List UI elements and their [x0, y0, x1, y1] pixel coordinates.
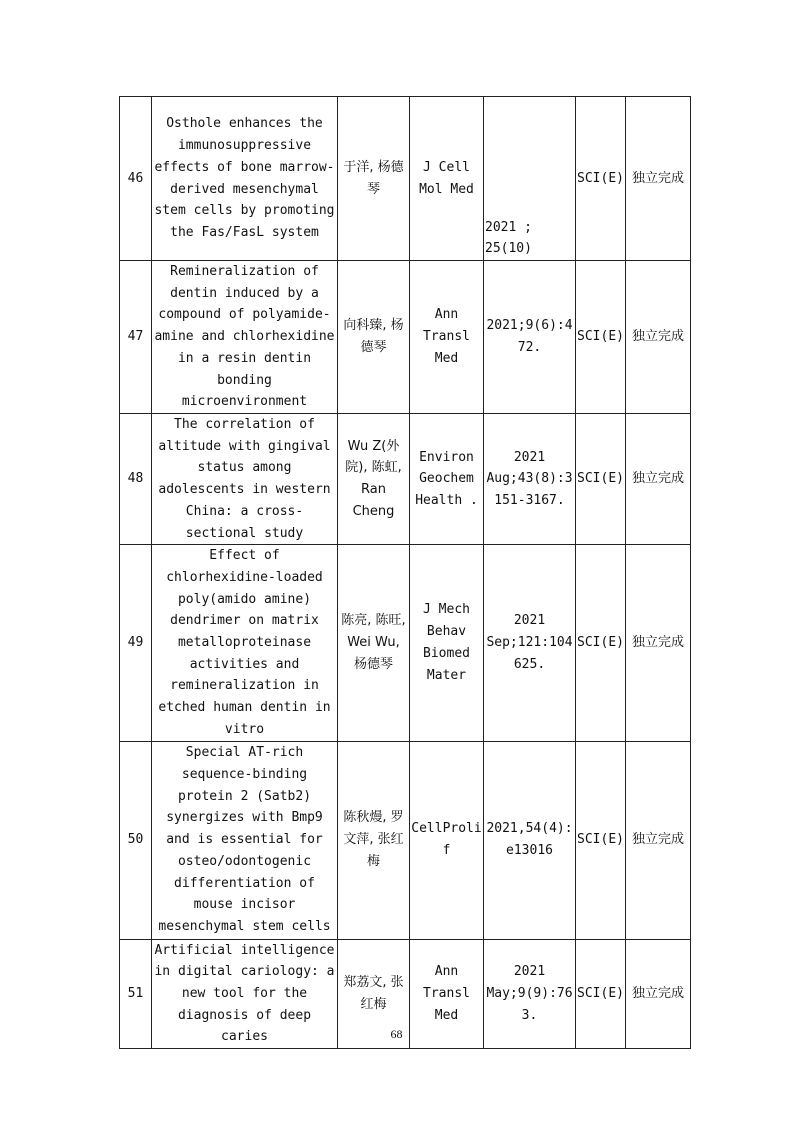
- completion-status: 独立完成: [626, 261, 691, 414]
- table-row: [120, 261, 691, 414]
- journal: Environ Geochem Health .: [410, 414, 484, 545]
- index-type: SCI(E): [576, 545, 626, 741]
- completion-status: 独立完成: [626, 545, 691, 741]
- table-row: [120, 741, 691, 939]
- row-number: 47: [120, 261, 152, 414]
- table-row: [120, 97, 691, 261]
- authors: 陈秋熳, 罗文萍, 张红梅: [338, 741, 410, 939]
- citation: 2021 Aug;43(8):3151-3167.: [484, 414, 576, 545]
- completion-status: 独立完成: [626, 939, 691, 1049]
- index-type: SCI(E): [576, 97, 626, 261]
- citation: 2021;9(6):472.: [484, 261, 576, 414]
- paper-title: The correlation of altitude with gingival status among adolescents in western China: a cross-sectional study: [152, 414, 338, 545]
- row-number: 48: [120, 414, 152, 545]
- row-number: 50: [120, 741, 152, 939]
- completion-status: 独立完成: [626, 741, 691, 939]
- authors: 向科臻, 杨德琴: [338, 261, 410, 414]
- paper-title: Special AT-rich sequence-binding protein 2 (Satb2) synergizes with Bmp9 and is essential for osteo/odontogenic differentiation of mouse incisor mesenchymal stem cells: [152, 741, 338, 939]
- index-type: SCI(E): [576, 939, 626, 1049]
- authors: 郑荔文, 张红梅: [338, 939, 410, 1049]
- journal: Ann Transl Med: [410, 939, 484, 1049]
- citation: 2021 May;9(9):763.: [484, 939, 576, 1049]
- table-row: [120, 545, 691, 741]
- completion-status: 独立完成: [626, 414, 691, 545]
- journal: J Cell Mol Med: [410, 97, 484, 261]
- journal: Ann Transl Med: [410, 261, 484, 414]
- page-number: 68: [390, 1027, 403, 1041]
- paper-title: Effect of chlorhexidine-loaded poly(amido amine) dendrimer on matrix metalloproteinase activities and remineralization in etched human dentin in vitro: [152, 545, 338, 741]
- journal: CellProlif: [410, 741, 484, 939]
- index-type: SCI(E): [576, 741, 626, 939]
- row-number: 51: [120, 939, 152, 1049]
- row-number: 46: [120, 97, 152, 261]
- paper-title: Osthole enhances the immunosuppressive effects of bone marrow-derived mesenchymal stem cells by promoting the Fas/FasL system: [152, 97, 338, 261]
- citation: 2021 ; 25(10): [484, 97, 576, 261]
- authors: 于洋, 杨德琴: [338, 97, 410, 261]
- paper-title: Artificial intelligence in digital cariology: a new tool for the diagnosis of deep caries: [152, 939, 338, 1049]
- publication-table: [119, 96, 691, 1049]
- completion-status: 独立完成: [626, 97, 691, 261]
- index-type: SCI(E): [576, 261, 626, 414]
- table-row: [120, 414, 691, 545]
- paper-title: Remineralization of dentin induced by a compound of polyamide-amine and chlorhexidine in a resin dentin bonding microenvironment: [152, 261, 338, 414]
- authors: Wu Z(外院), 陈虹, Ran Cheng: [338, 414, 410, 545]
- citation: 2021 Sep;121:104625.: [484, 545, 576, 741]
- citation: 2021,54(4):e13016: [484, 741, 576, 939]
- row-number: 49: [120, 545, 152, 741]
- journal: J Mech Behav Biomed Mater: [410, 545, 484, 741]
- index-type: SCI(E): [576, 414, 626, 545]
- authors: 陈亮, 陈旺, Wei Wu, 杨德琴: [338, 545, 410, 741]
